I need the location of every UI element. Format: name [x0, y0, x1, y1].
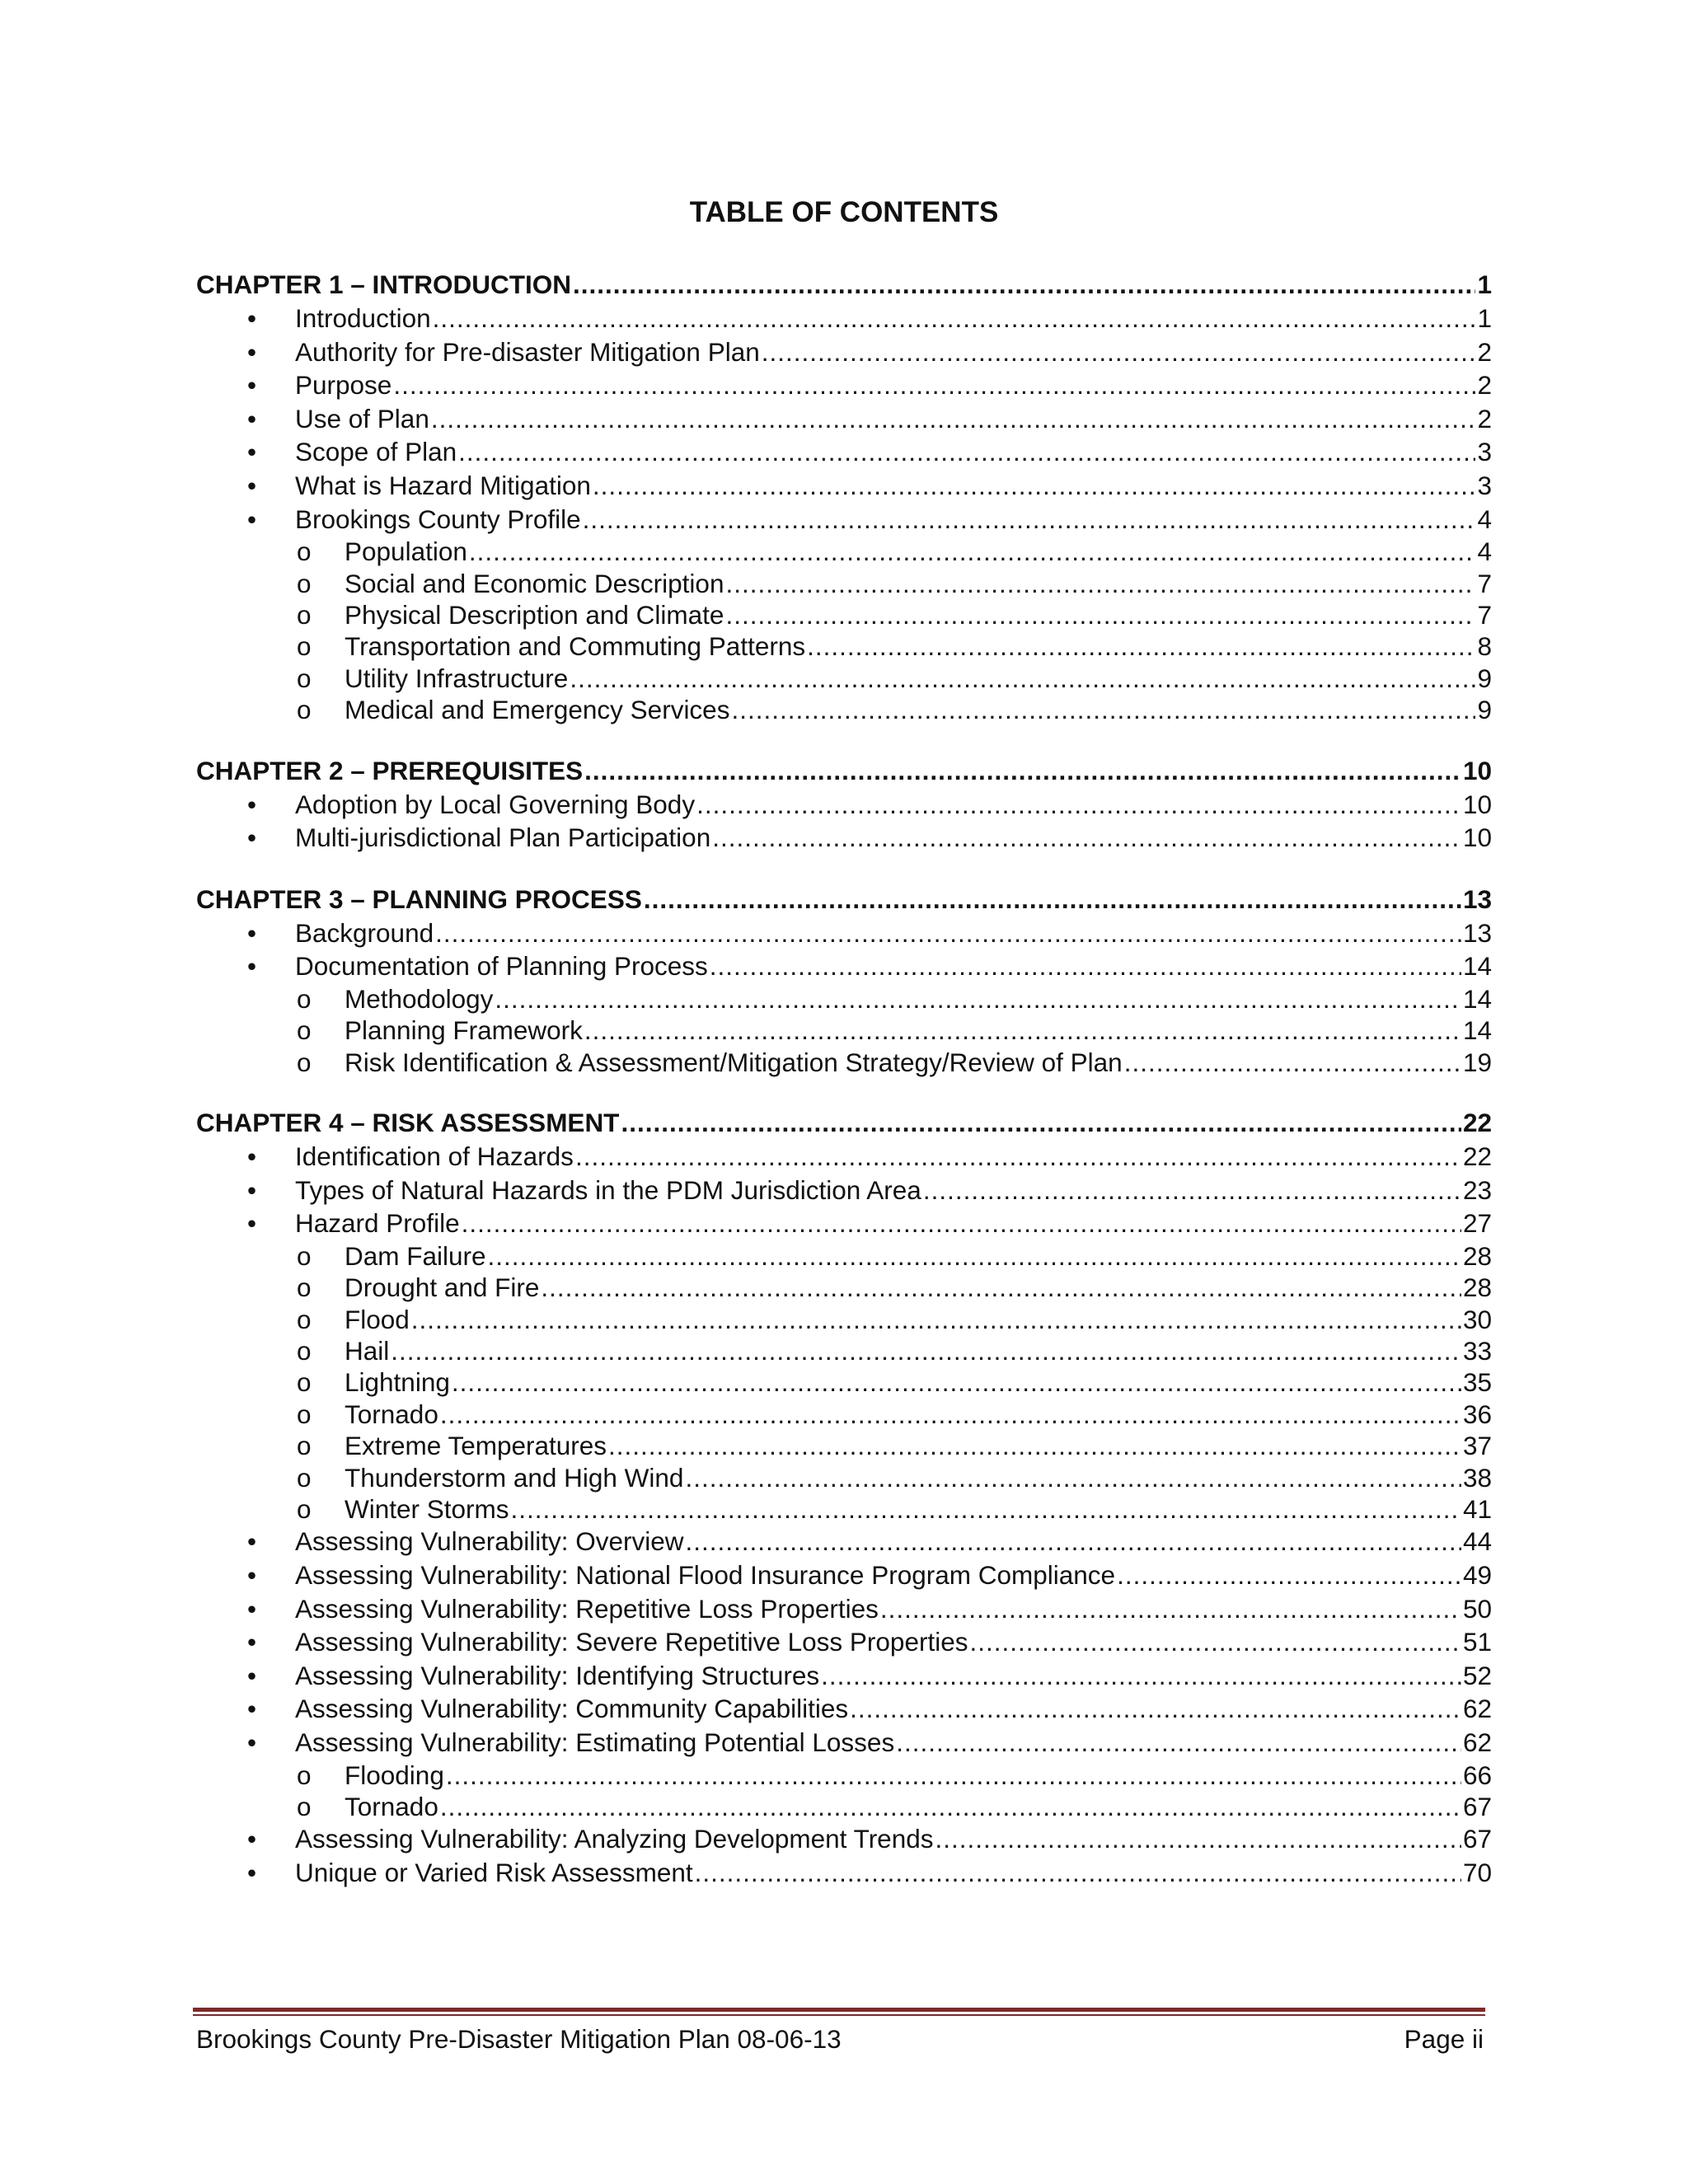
- toc-entry-row[interactable]: [196, 1558, 1492, 1592]
- toc-entry-label: Brookings County Profile: [295, 504, 581, 534]
- toc-dot-leader: [712, 821, 1461, 855]
- toc-dot-leader: [880, 1592, 1461, 1626]
- circle-bullet-icon: o: [297, 1240, 312, 1271]
- toc-entry-row[interactable]: [196, 1525, 1492, 1558]
- toc-dot-leader: [608, 1430, 1461, 1461]
- toc-subentry-row[interactable]: [196, 1493, 1492, 1525]
- toc-page-number: 22: [1462, 1108, 1492, 1138]
- bullet-icon: •: [247, 1727, 257, 1757]
- bullet-icon: •: [247, 370, 257, 401]
- toc-entry-label: Documentation of Planning Process: [295, 951, 708, 982]
- toc-entry-label: Drought and Fire: [345, 1272, 540, 1303]
- toc-chapter-row[interactable]: [196, 268, 1492, 302]
- toc-entry-row[interactable]: [196, 402, 1492, 436]
- toc-dot-leader: [411, 1304, 1461, 1335]
- toc-entry-label: Flooding: [345, 1760, 444, 1790]
- chapter-spacer: [196, 855, 1492, 883]
- toc-subentry-row[interactable]: [196, 568, 1492, 599]
- toc-entry-label: Dam Failure: [345, 1240, 486, 1271]
- toc-page-number: 27: [1462, 1208, 1492, 1239]
- toc-page-number: 30: [1462, 1304, 1492, 1334]
- toc-entry-row[interactable]: [196, 1207, 1492, 1240]
- toc-entry-label: Assessing Vulnerability: Analyzing Development Trends: [295, 1824, 934, 1854]
- toc-page-number: 13: [1462, 917, 1492, 948]
- toc-page-number: 2: [1477, 370, 1492, 401]
- toc-entry-label: Risk Identification & Assessment/Mitigation Strategy/Review of Plan: [345, 1047, 1123, 1077]
- toc-entry-row[interactable]: [196, 1822, 1492, 1856]
- toc-page-number: 8: [1477, 631, 1492, 662]
- bullet-icon: •: [247, 504, 257, 534]
- toc-page-number: 66: [1462, 1760, 1492, 1790]
- toc-entry-label: Extreme Temperatures: [345, 1431, 607, 1461]
- toc-entry-row[interactable]: [196, 949, 1492, 983]
- toc-page-number: 28: [1462, 1240, 1492, 1271]
- toc-page-number: 50: [1462, 1593, 1492, 1624]
- toc-dot-leader: [488, 1240, 1461, 1272]
- toc-entry-row[interactable]: [196, 435, 1492, 469]
- toc-dot-leader: [440, 1399, 1461, 1430]
- toc-page-number: 44: [1462, 1526, 1492, 1557]
- toc-page-number: 7: [1477, 599, 1492, 630]
- toc-dot-leader: [621, 1106, 1461, 1140]
- bullet-icon: •: [247, 1526, 257, 1557]
- toc-page-number: 38: [1462, 1462, 1492, 1493]
- bullet-icon: •: [247, 403, 257, 434]
- toc-page-number: 70: [1462, 1857, 1492, 1887]
- toc-dot-leader: [725, 599, 1475, 630]
- toc-page-number: 9: [1477, 663, 1492, 693]
- toc-dot-leader: [1117, 1558, 1461, 1592]
- toc-subentry-row[interactable]: [196, 1760, 1492, 1791]
- toc-entry-label: Flood: [345, 1304, 410, 1334]
- circle-bullet-icon: o: [297, 663, 312, 693]
- toc-subentry-row[interactable]: [196, 694, 1492, 725]
- bullet-icon: •: [247, 1559, 257, 1590]
- toc-dot-leader: [850, 1692, 1461, 1726]
- bullet-icon: •: [247, 470, 257, 500]
- toc-dot-leader: [570, 663, 1475, 694]
- toc-dot-leader: [644, 883, 1461, 916]
- toc-entry-label: Assessing Vulnerability: National Flood Insurance Program Compliance: [295, 1559, 1116, 1590]
- circle-bullet-icon: o: [297, 1760, 312, 1790]
- toc-entry-label: Social and Economic Description: [345, 568, 724, 598]
- toc-entry-label: Identification of Hazards: [295, 1141, 574, 1172]
- toc-entry-label: Transportation and Commuting Patterns: [345, 631, 806, 662]
- toc-entry-row[interactable]: [196, 1625, 1492, 1659]
- toc-entry-row[interactable]: [196, 1592, 1492, 1626]
- toc-page-number: 2: [1477, 403, 1492, 434]
- toc-dot-leader: [446, 1760, 1461, 1791]
- toc-subentry-row[interactable]: [196, 1304, 1492, 1335]
- toc-entry-label: Winter Storms: [345, 1493, 509, 1524]
- toc-page-number: 7: [1477, 568, 1492, 598]
- toc-entry-label: Tornado: [345, 1791, 438, 1821]
- toc-page-number: 35: [1462, 1367, 1492, 1398]
- toc-subentry-row[interactable]: [196, 1430, 1492, 1461]
- toc-page-number: 49: [1462, 1559, 1492, 1590]
- toc-page-number: 13: [1462, 883, 1492, 914]
- toc-dot-leader: [762, 335, 1476, 369]
- toc-dot-leader: [458, 435, 1475, 469]
- toc-entry-row[interactable]: [196, 788, 1492, 822]
- toc-page-number: 36: [1462, 1399, 1492, 1429]
- toc-page-number: 33: [1462, 1336, 1492, 1366]
- chapter-spacer: [196, 1078, 1492, 1106]
- toc-page-number: 51: [1462, 1627, 1492, 1657]
- toc-page-number: 62: [1462, 1694, 1492, 1724]
- toc-dot-leader: [725, 568, 1475, 599]
- chapter-spacer: [196, 726, 1492, 754]
- bullet-icon: •: [247, 1824, 257, 1854]
- circle-bullet-icon: o: [297, 537, 312, 567]
- bullet-icon: •: [247, 917, 257, 948]
- toc-dot-leader: [440, 1791, 1461, 1822]
- toc-entry-label: Assessing Vulnerability: Severe Repetitive Loss Properties: [295, 1627, 968, 1657]
- toc-entry-label: Multi-jurisdictional Plan Participation: [295, 823, 711, 853]
- bullet-icon: •: [247, 1141, 257, 1172]
- circle-bullet-icon: o: [297, 695, 312, 725]
- toc-subentry-row[interactable]: [196, 1272, 1492, 1303]
- toc-entry-label: Lightning: [345, 1367, 450, 1398]
- toc-chapter-row[interactable]: [196, 1106, 1492, 1140]
- toc-entry-label: Assessing Vulnerability: Estimating Potential Losses: [295, 1727, 895, 1757]
- footer-page-number: Page ii: [1404, 2024, 1484, 2054]
- toc-entry-label: Physical Description and Climate: [345, 599, 724, 630]
- toc-entry-label: Tornado: [345, 1399, 438, 1429]
- toc-dot-leader: [575, 1140, 1461, 1174]
- toc-subentry-row[interactable]: [196, 630, 1492, 662]
- toc-entry-row[interactable]: [196, 1659, 1492, 1693]
- toc-dot-leader: [431, 402, 1476, 436]
- toc-page-number: 67: [1462, 1824, 1492, 1854]
- toc-page-number: 14: [1462, 983, 1492, 1014]
- bullet-icon: •: [247, 437, 257, 467]
- toc-page-number: 23: [1462, 1174, 1492, 1205]
- toc-dot-leader: [710, 949, 1461, 983]
- circle-bullet-icon: o: [297, 1272, 312, 1303]
- toc-dot-leader: [923, 1174, 1461, 1207]
- toc-page-number: 37: [1462, 1431, 1492, 1461]
- bullet-icon: •: [247, 1208, 257, 1239]
- circle-bullet-icon: o: [297, 599, 312, 630]
- toc-page-number: 3: [1477, 470, 1492, 500]
- toc-entry-label: Medical and Emergency Services: [345, 695, 730, 725]
- toc-page-number: 14: [1462, 951, 1492, 982]
- toc-dot-leader: [695, 1856, 1461, 1890]
- toc-entry-label: What is Hazard Mitigation: [295, 470, 591, 500]
- toc-page-number: 28: [1462, 1272, 1492, 1303]
- footer-rule: [193, 2008, 1485, 2016]
- toc-dot-leader: [1124, 1047, 1461, 1078]
- toc-dot-leader: [433, 302, 1476, 335]
- toc-page-number: 19: [1462, 1047, 1492, 1077]
- toc-dot-leader: [935, 1822, 1461, 1856]
- toc-entry-row[interactable]: [196, 503, 1492, 537]
- toc-entry-label: Assessing Vulnerability: Identifying Structures: [295, 1660, 820, 1690]
- toc-subentry-row[interactable]: [196, 1047, 1492, 1078]
- toc-page-number: 1: [1477, 269, 1492, 299]
- circle-bullet-icon: o: [297, 983, 312, 1014]
- toc-page-number: 41: [1462, 1493, 1492, 1524]
- toc-dot-leader: [511, 1493, 1461, 1525]
- toc-page-number: 2: [1477, 336, 1492, 367]
- toc-entry-label: Assessing Vulnerability: Community Capabilities: [295, 1694, 849, 1724]
- toc-page-number: 4: [1477, 537, 1492, 567]
- toc-entry-label: Adoption by Local Governing Body: [295, 789, 696, 819]
- toc-chapter-label: CHAPTER 4 – RISK ASSESSMENT: [196, 1108, 620, 1138]
- toc-entry-label: Methodology: [345, 983, 494, 1014]
- toc-dot-leader: [469, 536, 1476, 567]
- circle-bullet-icon: o: [297, 1431, 312, 1461]
- toc-entry-label: Assessing Vulnerability: Overview: [295, 1526, 684, 1557]
- toc-entry-row[interactable]: [196, 1856, 1492, 1890]
- circle-bullet-icon: o: [297, 1336, 312, 1366]
- toc-dot-leader: [896, 1726, 1461, 1760]
- circle-bullet-icon: o: [297, 631, 312, 662]
- toc-entry-label: Types of Natural Hazards in the PDM Jurisdiction Area: [295, 1174, 921, 1205]
- toc-entry-label: Population: [345, 537, 467, 567]
- toc-page-number: 10: [1462, 789, 1492, 819]
- toc-dot-leader: [584, 1015, 1461, 1046]
- toc-chapter-label: CHAPTER 1 – INTRODUCTION: [196, 269, 572, 299]
- toc-page-number: 10: [1462, 823, 1492, 853]
- toc-entry-label: Purpose: [295, 370, 392, 401]
- toc-dot-leader: [731, 694, 1475, 725]
- toc-subentry-row[interactable]: [196, 1015, 1492, 1046]
- toc-entry-label: Planning Framework: [345, 1015, 583, 1046]
- toc-dot-leader: [452, 1366, 1461, 1398]
- toc-entry-row[interactable]: [196, 1174, 1492, 1207]
- circle-bullet-icon: o: [297, 568, 312, 598]
- toc-dot-leader: [541, 1272, 1461, 1303]
- toc-entry-row[interactable]: [196, 335, 1492, 369]
- toc-page-number: 3: [1477, 437, 1492, 467]
- toc-subentry-row[interactable]: [196, 1335, 1492, 1366]
- toc-entry-row[interactable]: [196, 302, 1492, 335]
- toc-subentry-row[interactable]: [196, 599, 1492, 630]
- toc-dot-leader: [435, 916, 1461, 950]
- toc-entry-label: Thunderstorm and High Wind: [345, 1462, 684, 1493]
- toc-subentry-row[interactable]: [196, 536, 1492, 567]
- toc-dot-leader: [685, 1462, 1461, 1493]
- table-of-contents: [196, 268, 1492, 1889]
- toc-page-number: 52: [1462, 1660, 1492, 1690]
- bullet-icon: •: [247, 1857, 257, 1887]
- bullet-icon: •: [247, 789, 257, 819]
- bullet-icon: •: [247, 951, 257, 982]
- toc-page-number: 9: [1477, 695, 1492, 725]
- toc-entry-label: Scope of Plan: [295, 437, 457, 467]
- toc-page-number: 1: [1477, 303, 1492, 333]
- circle-bullet-icon: o: [297, 1304, 312, 1334]
- toc-dot-leader: [573, 268, 1475, 302]
- circle-bullet-icon: o: [297, 1462, 312, 1493]
- toc-dot-leader: [393, 368, 1475, 402]
- toc-dot-leader: [495, 983, 1461, 1015]
- toc-subentry-row[interactable]: [196, 1399, 1492, 1430]
- page-title: TABLE OF CONTENTS: [689, 196, 999, 228]
- toc-entry-label: Assessing Vulnerability: Repetitive Loss Properties: [295, 1593, 879, 1624]
- circle-bullet-icon: o: [297, 1367, 312, 1398]
- toc-subentry-row[interactable]: [196, 1791, 1492, 1822]
- bullet-icon: •: [247, 336, 257, 367]
- bullet-icon: •: [247, 1627, 257, 1657]
- toc-entry-row[interactable]: [196, 916, 1492, 950]
- toc-dot-leader: [821, 1659, 1461, 1693]
- toc-entry-row[interactable]: [196, 1692, 1492, 1726]
- toc-entry-label: Use of Plan: [295, 403, 429, 434]
- toc-subentry-row[interactable]: [196, 1462, 1492, 1493]
- bullet-icon: •: [247, 823, 257, 853]
- toc-page-number: 14: [1462, 1015, 1492, 1046]
- toc-subentry-row[interactable]: [196, 663, 1492, 694]
- toc-entry-label: Authority for Pre-disaster Mitigation Plan: [295, 336, 760, 367]
- toc-subentry-row[interactable]: [196, 983, 1492, 1015]
- toc-dot-leader: [686, 1525, 1461, 1558]
- toc-dot-leader: [807, 630, 1475, 662]
- toc-entry-row[interactable]: [196, 469, 1492, 503]
- toc-chapter-label: CHAPTER 2 – PREREQUISITES: [196, 755, 584, 785]
- toc-subentry-row[interactable]: [196, 1240, 1492, 1272]
- toc-dot-leader: [969, 1625, 1461, 1659]
- toc-page-number: 4: [1477, 504, 1492, 534]
- toc-page-number: 67: [1462, 1791, 1492, 1821]
- bullet-icon: •: [247, 1660, 257, 1690]
- bullet-icon: •: [247, 1694, 257, 1724]
- toc-entry-label: Unique or Varied Risk Assessment: [295, 1857, 693, 1887]
- toc-chapter-label: CHAPTER 3 – PLANNING PROCESS: [196, 883, 642, 914]
- circle-bullet-icon: o: [297, 1493, 312, 1524]
- toc-dot-leader: [462, 1207, 1461, 1240]
- toc-dot-leader: [584, 754, 1461, 788]
- circle-bullet-icon: o: [297, 1791, 312, 1821]
- toc-entry-row[interactable]: [196, 1726, 1492, 1760]
- circle-bullet-icon: o: [297, 1015, 312, 1046]
- circle-bullet-icon: o: [297, 1399, 312, 1429]
- toc-chapter-row[interactable]: [196, 883, 1492, 916]
- toc-entry-label: Hazard Profile: [295, 1208, 460, 1239]
- toc-dot-leader: [583, 503, 1476, 537]
- bullet-icon: •: [247, 1593, 257, 1624]
- toc-entry-row[interactable]: [196, 1140, 1492, 1174]
- toc-page-number: 10: [1462, 755, 1492, 785]
- toc-entry-row[interactable]: [196, 368, 1492, 402]
- circle-bullet-icon: o: [297, 1047, 312, 1077]
- toc-dot-leader: [391, 1335, 1461, 1366]
- toc-subentry-row[interactable]: [196, 1366, 1492, 1398]
- toc-entry-label: Utility Infrastructure: [345, 663, 569, 693]
- bullet-icon: •: [247, 1174, 257, 1205]
- toc-page-number: 22: [1462, 1141, 1492, 1172]
- toc-entry-label: Background: [295, 917, 434, 948]
- footer-document-title: Brookings County Pre-Disaster Mitigation Plan 08-06-13: [196, 2024, 842, 2054]
- toc-page-number: 62: [1462, 1727, 1492, 1757]
- bullet-icon: •: [247, 303, 257, 333]
- toc-entry-label: Introduction: [295, 303, 431, 333]
- toc-entry-row[interactable]: [196, 821, 1492, 855]
- toc-dot-leader: [696, 788, 1461, 822]
- toc-dot-leader: [593, 469, 1476, 503]
- toc-entry-label: Hail: [345, 1336, 390, 1366]
- toc-chapter-row[interactable]: [196, 754, 1492, 788]
